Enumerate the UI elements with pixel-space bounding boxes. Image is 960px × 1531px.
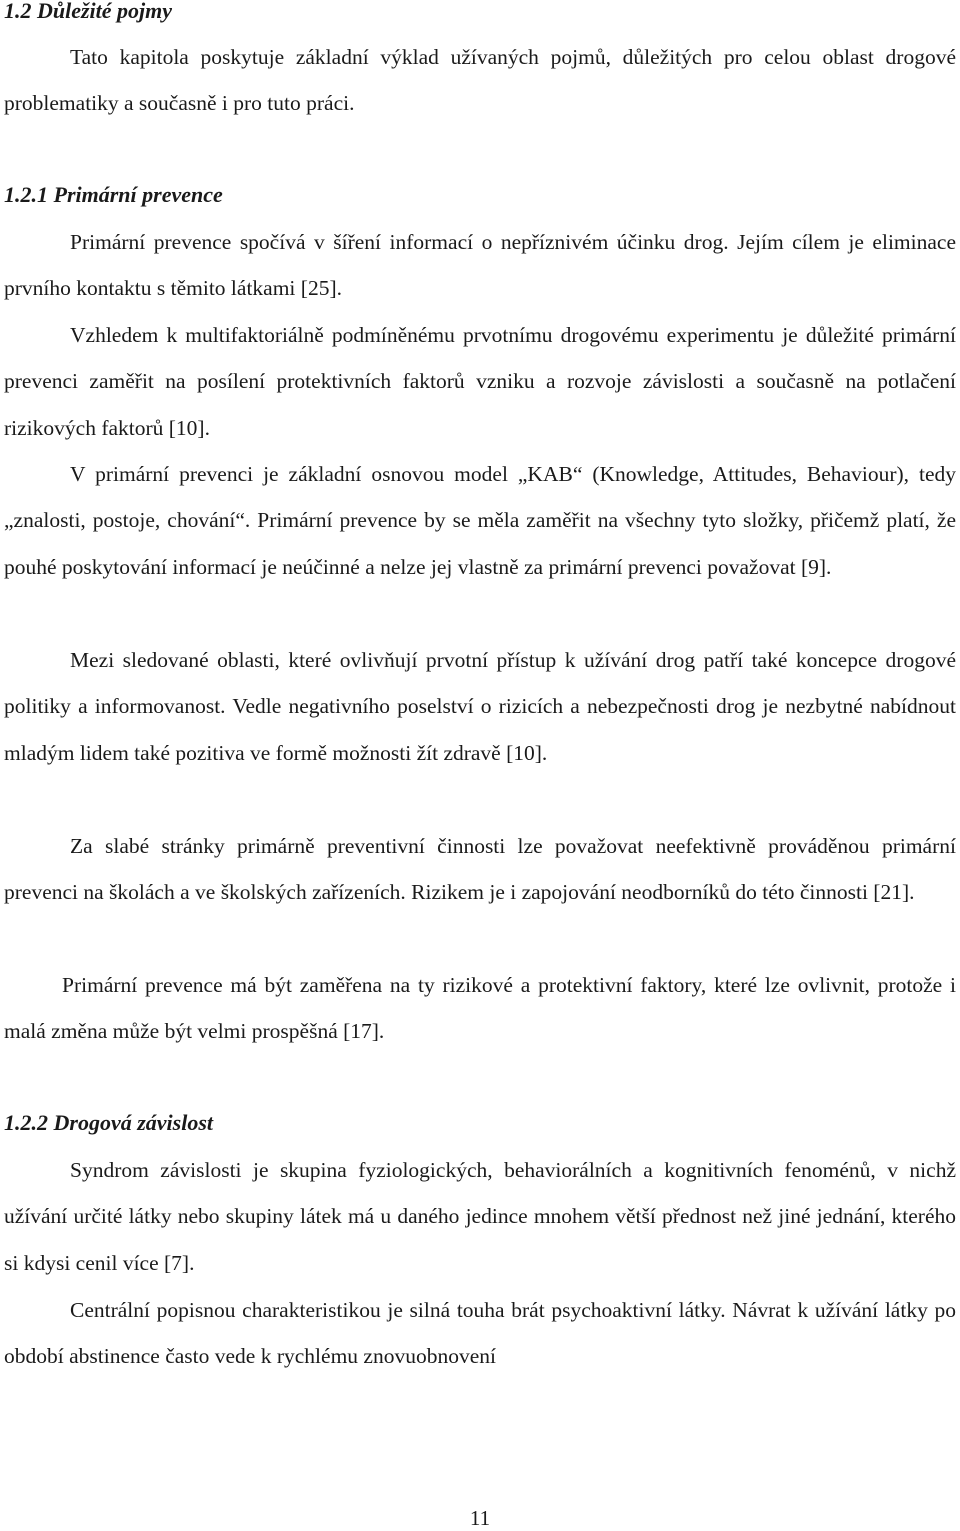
section-intro-paragraph: Tato kapitola poskytuje základní výklad užívaných pojmů, důležitých pro celou oblast drogové problematiky a současně i pro tuto práci. [4, 45, 956, 116]
section-heading: 1.2 Důležité pojmy [4, 0, 173, 23]
subsection-heading-drug-addiction: 1.2.2 Drogová závislost [4, 1110, 213, 1135]
paragraph-primary-prevention-definition: Primární prevence spočívá v šíření informací o nepříznivém účinku drog. Jejím cílem je eliminace prvního kontaktu s těmito látkami [25]. [4, 230, 956, 301]
paragraph-dependence-syndrome: Syndrom závislosti je skupina fyziologických, behaviorálních a kognitivních fenoménů, v nichž užívání určité látky nebo skupiny látek má u daného jedince mnohem větší přednost než jiné jednání, kterého si kdysi cenil více [7]. [4, 1158, 956, 1275]
paragraph-risk-protective-factors: Primární prevence má být zaměřena na ty rizikové a protektivní faktory, které lze ovlivnit, protože i malá změna může být velmi prospěšná [17]. [4, 973, 956, 1044]
paragraph-weaknesses: Za slabé stránky primárně preventivní činnosti lze považovat neefektivně prováděnou primární prevenci na školách a ve školských zařízeních. Rizikem je i zapojování neodborníků do této činnosti [21]. [4, 834, 956, 905]
paragraph-central-characteristic: Centrální popisnou charakteristikou je silná touha brát psychoaktivní látky. Návrat k užívání látky po období abstinence často vede k rychlému znovuobnovení [4, 1298, 956, 1369]
paragraph-monitored-areas: Mezi sledované oblasti, které ovlivňují prvotní přístup k užívání drog patří také koncepce drogové politiky a informovanost. Vedle negativního poselství o rizicích a nebezpečnosti drog je nezbytné nabídnout mladým lidem také pozitiva ve formě možnosti žít zdravě [10]. [4, 648, 956, 765]
paragraph-multifactorial-experiment: Vzhledem k multifaktoriálně podmíněnému prvotnímu drogovému experimentu je důležité primární prevenci zaměřit na posílení protektivních faktorů vzniku a rozvoje závislosti a současně na potlačení rizikových faktorů [10]. [4, 323, 956, 440]
page-number: 11 [469, 1506, 491, 1530]
paragraph-kab-model: V primární prevenci je základní osnovou model „KAB“ (Knowledge, Attitudes, Behaviour), tedy „znalosti, postoje, chování“. Primární prevence by se měla zaměřit na všechny tyto složky, přičemž platí, že pouhé poskytování informací je neúčinné a nelze jej vlastně za primární prevenci považovat [9]. [4, 462, 956, 579]
subsection-heading-primary-prevention: 1.2.1 Primární prevence [4, 182, 223, 207]
